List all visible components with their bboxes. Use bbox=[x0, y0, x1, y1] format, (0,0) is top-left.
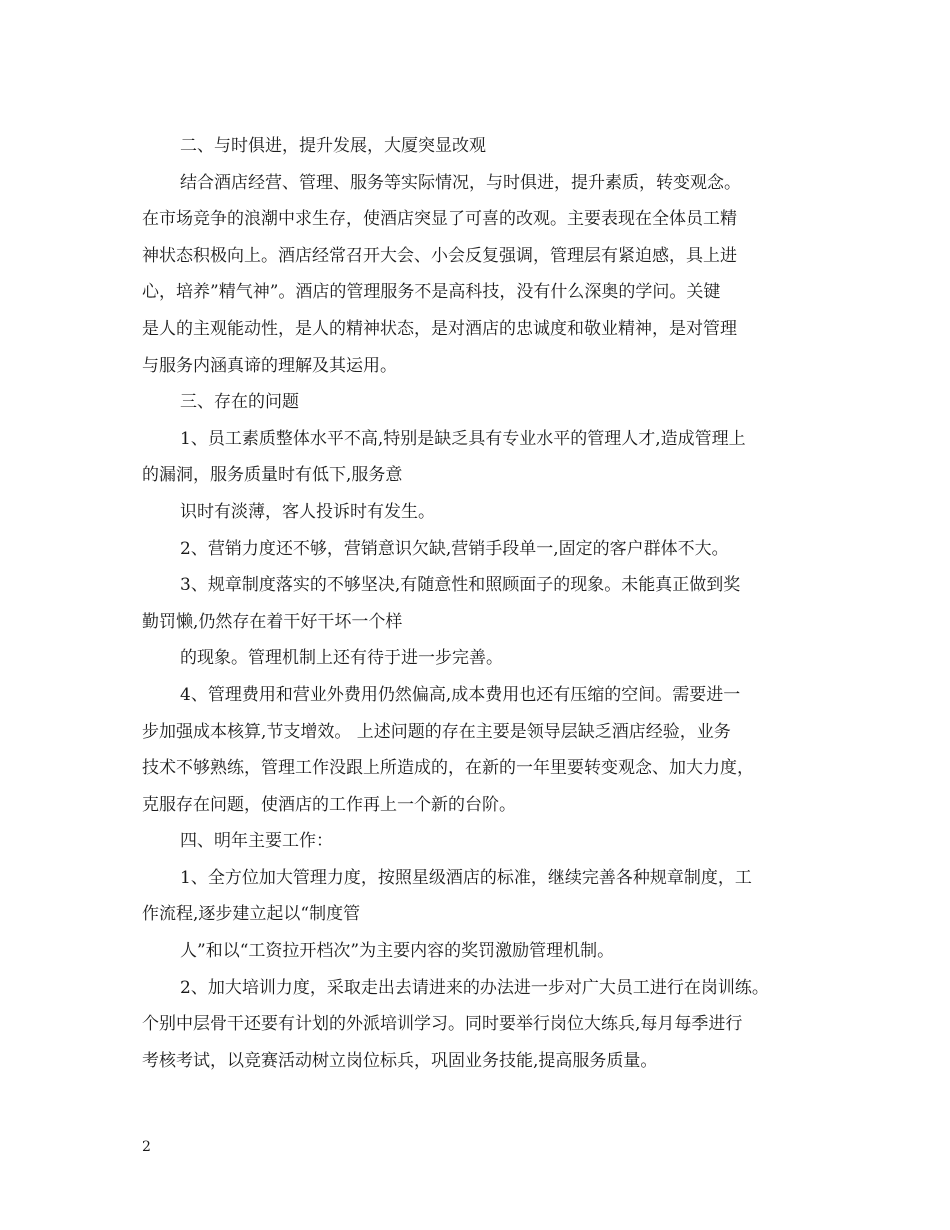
body-text bbox=[142, 128, 822, 1079]
text-line: 二、与时俱进，提升发展，大厦突显改观 bbox=[180, 136, 486, 156]
text-line: 考核考试，以竞赛活动树立岗位标兵，巩固业务技能,提高服务质量。 bbox=[142, 1050, 658, 1071]
text-line: 识时有淡薄，客人投诉时有发生。 bbox=[180, 501, 435, 522]
text-line: 3、规章制度落实的不够坚决,有随意性和照顾面子的现象。未能真正做到奖 bbox=[180, 575, 741, 596]
text-line: 心，培养”精气神”。酒店的管理服务不是高科技，没有什么深奥的学问。关键 bbox=[142, 282, 721, 303]
text-line: 个别中层骨干还要有计划的外派培训学习。同时要举行岗位大练兵,每月每季进行 bbox=[142, 1014, 743, 1035]
page-number: 2 bbox=[142, 1139, 151, 1155]
text-line: 技术不够熟练，管理工作没跟上所造成的，在新的一年里要转变观念、加大力度， bbox=[142, 758, 754, 779]
text-line: 的现象。管理机制上还有待于进一步完善。 bbox=[180, 648, 503, 669]
text-line: 神状态积极向上。酒店经常召开大会、小会反复强调，管理层有紧迫感，具上进 bbox=[142, 245, 737, 266]
text-line: 是人的主观能动性，是人的精神状态，是对酒店的忠诚度和敬业精神，是对管理 bbox=[142, 318, 737, 339]
text-line: 克服存在问题，使酒店的工作再上一个新的台阶。 bbox=[142, 794, 516, 815]
text-line: 人”和以“工资拉开档次”为主要内容的奖罚激励管理机制。 bbox=[180, 941, 615, 962]
text-line: 2、加大培训力度，采取走出去请进来的办法进一步对广大员工进行在岗训练。 bbox=[180, 977, 769, 998]
text-line: 结合酒店经营、管理、服务等实际情况，与时俱进，提升素质，转变观念。 bbox=[180, 172, 741, 193]
text-line: 四、明年主要工作： bbox=[180, 831, 333, 852]
text-line: 2、营销力度还不够，营销意识欠缺,营销手段单一,固定的客户群体不大。 bbox=[180, 538, 729, 559]
text-line: 勤罚懒,仍然存在着干好干坏一个样 bbox=[142, 611, 403, 632]
text-line: 与服务内涵真谛的理解及其运用。 bbox=[142, 355, 397, 376]
text-line: 的漏洞，服务质量时有低下,服务意 bbox=[142, 465, 403, 486]
text-line: 1、全方位加大管理力度，按照星级酒店的标准，继续完善各种规章制度，工 bbox=[180, 867, 752, 888]
text-line: 1、员工素质整体水平不高,特别是缺乏具有专业水平的管理人才,造成管理上 bbox=[180, 428, 746, 449]
text-line: 4、管理费用和营业外费用仍然偏高,成本费用也还有压缩的空间。需要进一 bbox=[180, 684, 741, 705]
text-line: 在市场竞争的浪潮中求生存，使酒店突显了可喜的改观。主要表现在全体员工精 bbox=[142, 209, 737, 230]
text-line: 作流程,逐步建立起以“制度管 bbox=[142, 904, 361, 925]
text-line: 三、存在的问题 bbox=[180, 392, 299, 413]
text-line: 步加强成本核算,节支增效。 上述问题的存在主要是领导层缺乏酒店经验，业务 bbox=[142, 721, 731, 742]
